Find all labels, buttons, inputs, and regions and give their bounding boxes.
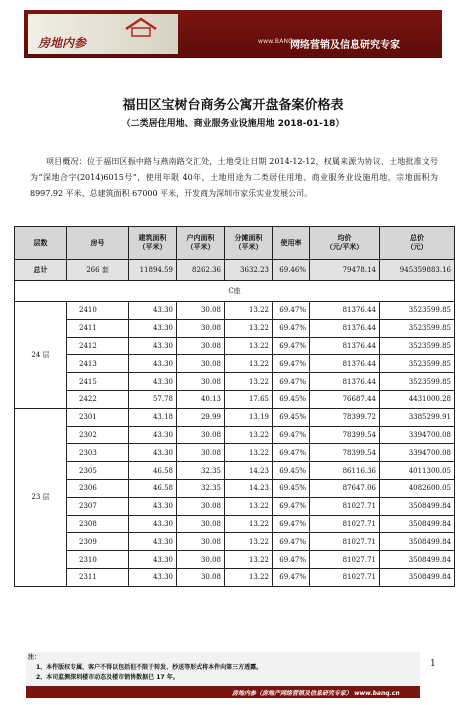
table-row	[15, 515, 455, 533]
usage-rate-cell: 69.45%	[273, 390, 310, 408]
total-shared-area: 3632.23	[225, 260, 273, 281]
build-area-cell: 43.30	[129, 355, 177, 373]
footer-notes	[26, 652, 420, 686]
inner-area-cell: 29.99	[177, 408, 225, 426]
total-price-cell: 3508499.84	[380, 533, 455, 551]
usage-rate-cell: 69.47%	[273, 319, 310, 337]
build-area-cell: 43.30	[129, 337, 177, 355]
total-usage-rate: 69.46%	[273, 260, 310, 281]
shared-area-cell: 13.22	[225, 497, 273, 515]
table-row	[15, 533, 455, 551]
build-area-cell: 46.58	[129, 479, 177, 497]
floor-cell: 23 层	[15, 408, 67, 586]
brand-name: 房地内参	[38, 36, 87, 50]
total-build-area: 11894.59	[129, 260, 177, 281]
table-row	[15, 444, 455, 462]
total-price-cell: 3523599.85	[380, 302, 455, 320]
avg-price-cell: 81376.44	[310, 337, 380, 355]
price-table	[14, 226, 455, 587]
table-row	[15, 355, 455, 373]
total-inner-area: 8262.36	[177, 260, 225, 281]
total-price-cell: 3385299.91	[380, 408, 455, 426]
shared-area-cell: 14.23	[225, 479, 273, 497]
usage-rate-cell: 69.47%	[273, 302, 310, 320]
unit-cell: 2303	[67, 444, 129, 462]
avg-price-cell: 81376.44	[310, 302, 380, 320]
total-price-cell: 3523599.85	[380, 355, 455, 373]
shared-area-cell: 13.22	[225, 568, 273, 586]
unit-cell: 2412	[67, 337, 129, 355]
unit-cell: 2415	[67, 373, 129, 391]
inner-area-cell: 30.08	[177, 319, 225, 337]
avg-price-cell: 81027.71	[310, 515, 380, 533]
shared-area-cell: 13.22	[225, 355, 273, 373]
table-row	[15, 373, 455, 391]
header-banner	[24, 10, 442, 58]
table-row	[15, 408, 455, 426]
note-2: 2、本司监测深圳楼市动态及楼市销售数据已 17 年。	[36, 674, 179, 681]
table-row	[15, 426, 455, 444]
avg-price-cell: 81027.71	[310, 568, 380, 586]
usage-rate-cell: 69.47%	[273, 551, 310, 569]
inner-area-cell: 30.08	[177, 302, 225, 320]
build-area-cell: 43.30	[129, 302, 177, 320]
notes-label: 注：	[28, 654, 41, 661]
avg-price-cell: 78399.54	[310, 426, 380, 444]
shared-area-cell: 13.22	[225, 551, 273, 569]
unit-cell: 2305	[67, 462, 129, 480]
build-area-cell: 43.30	[129, 515, 177, 533]
inner-area-cell: 30.08	[177, 497, 225, 515]
inner-area-cell: 30.08	[177, 426, 225, 444]
total-price-cell: 3394700.08	[380, 426, 455, 444]
shared-area-cell: 13.19	[225, 408, 273, 426]
table-row	[15, 462, 455, 480]
build-area-cell: 43.30	[129, 533, 177, 551]
inner-area-cell: 30.08	[177, 355, 225, 373]
header-avg-price: 均价 （元/平米）	[310, 227, 380, 260]
house-logo-icon	[124, 17, 158, 37]
shared-area-cell: 13.22	[225, 373, 273, 391]
avg-price-cell: 86116.36	[310, 462, 380, 480]
table-row	[15, 337, 455, 355]
avg-price-cell: 78399.72	[310, 408, 380, 426]
avg-price-cell: 87647.06	[310, 479, 380, 497]
header-inner-area: 户内面积 （平米）	[177, 227, 225, 260]
build-area-cell: 43.30	[129, 319, 177, 337]
table-row	[15, 568, 455, 586]
avg-price-cell: 81376.44	[310, 373, 380, 391]
header-unit: 房号	[67, 227, 129, 260]
shared-area-cell: 14.23	[225, 462, 273, 480]
inner-area-cell: 32.35	[177, 462, 225, 480]
total-label: 总计	[15, 260, 67, 281]
total-avg-price: 79478.14	[310, 260, 380, 281]
total-price-cell: 3394700.08	[380, 444, 455, 462]
org-tagline: 网络营销及信息研究专家	[290, 40, 400, 51]
usage-rate-cell: 69.47%	[273, 497, 310, 515]
total-price-cell: 3523599.85	[380, 319, 455, 337]
usage-rate-cell: 69.47%	[273, 515, 310, 533]
zone-label: C座	[15, 281, 455, 302]
header-total-price: 总价 （元）	[380, 227, 455, 260]
note-1: 1、本件版权专属，客户不得以包括但不限于转发、抄送等形式将本件向第三方透露。	[36, 664, 263, 671]
usage-rate-cell: 69.45%	[273, 408, 310, 426]
unit-cell: 2302	[67, 426, 129, 444]
project-overview: 项目概况：位于福田区振中路与燕南路交汇处，土地受让日期 2014-12-12，权属来源为协议，土地批准文号为“深地合字(2014)6015号”，使用年限 40年，土地用途为二类居住用地、商业服务业设施用地，宗地面积为 8997.92 平米、总建筑面积 67000 平米，开发商为深圳市家乐实业发展公司。	[30, 157, 438, 198]
inner-area-cell: 30.08	[177, 337, 225, 355]
build-area-cell: 43.30	[129, 497, 177, 515]
header-floor: 层数	[15, 227, 67, 260]
footer-bar	[26, 686, 420, 698]
build-area-cell: 43.30	[129, 568, 177, 586]
table-row	[15, 390, 455, 408]
inner-area-cell: 30.08	[177, 551, 225, 569]
shared-area-cell: 13.22	[225, 302, 273, 320]
unit-cell: 2411	[67, 319, 129, 337]
total-price-cell: 3523599.85	[380, 337, 455, 355]
shared-area-cell: 13.22	[225, 337, 273, 355]
avg-price-cell: 81027.71	[310, 551, 380, 569]
shared-area-cell: 13.22	[225, 426, 273, 444]
build-area-cell: 43.30	[129, 426, 177, 444]
inner-area-cell: 40.13	[177, 390, 225, 408]
total-price-cell: 3523599.85	[380, 373, 455, 391]
table-header-row	[15, 227, 455, 260]
unit-cell: 2410	[67, 302, 129, 320]
total-units: 266 套	[67, 260, 129, 281]
table-row	[15, 319, 455, 337]
table-row	[15, 497, 455, 515]
table-row	[15, 479, 455, 497]
page-number: 1	[430, 659, 436, 669]
total-price-cell: 3508499.84	[380, 568, 455, 586]
inner-area-cell: 30.08	[177, 373, 225, 391]
shared-area-cell: 13.22	[225, 444, 273, 462]
total-price-cell: 3508499.84	[380, 515, 455, 533]
table-row	[15, 551, 455, 569]
zone-row	[15, 281, 455, 302]
unit-cell: 2309	[67, 533, 129, 551]
inner-area-cell: 32.35	[177, 479, 225, 497]
page-subtitle: （二类居住用地、商业服务业设施用地 2018-01-18）	[121, 119, 345, 129]
total-price: 945359883.16	[380, 260, 455, 281]
header-shared-area: 分摊面积 （平米）	[225, 227, 273, 260]
unit-cell: 2311	[67, 568, 129, 586]
unit-cell: 2413	[67, 355, 129, 373]
build-area-cell: 43.18	[129, 408, 177, 426]
total-price-cell: 3508499.84	[380, 497, 455, 515]
shared-area-cell: 13.22	[225, 533, 273, 551]
table-row	[15, 302, 455, 320]
footer-bar-text: 房地内参（房地产网络营销及信息研究专家） www.banq.cn	[232, 690, 400, 697]
usage-rate-cell: 69.47%	[273, 426, 310, 444]
build-area-cell: 46.58	[129, 462, 177, 480]
unit-cell: 2301	[67, 408, 129, 426]
inner-area-cell: 30.08	[177, 444, 225, 462]
unit-cell: 2422	[67, 390, 129, 408]
build-area-cell: 43.30	[129, 551, 177, 569]
shared-area-cell: 13.22	[225, 515, 273, 533]
unit-cell: 2310	[67, 551, 129, 569]
avg-price-cell: 76687.44	[310, 390, 380, 408]
unit-cell: 2307	[67, 497, 129, 515]
avg-price-cell: 81027.71	[310, 497, 380, 515]
avg-price-cell: 81027.71	[310, 533, 380, 551]
logo	[28, 14, 178, 54]
avg-price-cell: 81376.44	[310, 355, 380, 373]
total-price-cell: 4011300.05	[380, 462, 455, 480]
inner-area-cell: 30.08	[177, 533, 225, 551]
unit-cell: 2306	[67, 479, 129, 497]
unit-cell: 2308	[67, 515, 129, 533]
site-url: www.BANQ.cn	[258, 38, 303, 45]
usage-rate-cell: 69.45%	[273, 462, 310, 480]
usage-rate-cell: 69.45%	[273, 479, 310, 497]
inner-area-cell: 30.08	[177, 515, 225, 533]
avg-price-cell: 81376.44	[310, 319, 380, 337]
total-price-cell: 4082600.05	[380, 479, 455, 497]
header-usage-rate: 使用率	[273, 227, 310, 260]
floor-cell: 24 层	[15, 302, 67, 409]
header-build-area: 建筑面积 （平米）	[129, 227, 177, 260]
usage-rate-cell: 69.47%	[273, 568, 310, 586]
build-area-cell: 43.30	[129, 444, 177, 462]
total-price-cell: 3508499.84	[380, 551, 455, 569]
page-title: 福田区宝树台商务公寓开盘备案价格表	[122, 98, 344, 113]
inner-area-cell: 30.08	[177, 568, 225, 586]
total-row	[15, 260, 455, 281]
usage-rate-cell: 69.47%	[273, 355, 310, 373]
usage-rate-cell: 69.47%	[273, 533, 310, 551]
total-price-cell: 4431000.28	[380, 390, 455, 408]
avg-price-cell: 78399.54	[310, 444, 380, 462]
usage-rate-cell: 69.47%	[273, 444, 310, 462]
usage-rate-cell: 69.47%	[273, 337, 310, 355]
build-area-cell: 57.78	[129, 390, 177, 408]
shared-area-cell: 17.65	[225, 390, 273, 408]
shared-area-cell: 13.22	[225, 319, 273, 337]
usage-rate-cell: 69.47%	[273, 373, 310, 391]
build-area-cell: 43.30	[129, 373, 177, 391]
